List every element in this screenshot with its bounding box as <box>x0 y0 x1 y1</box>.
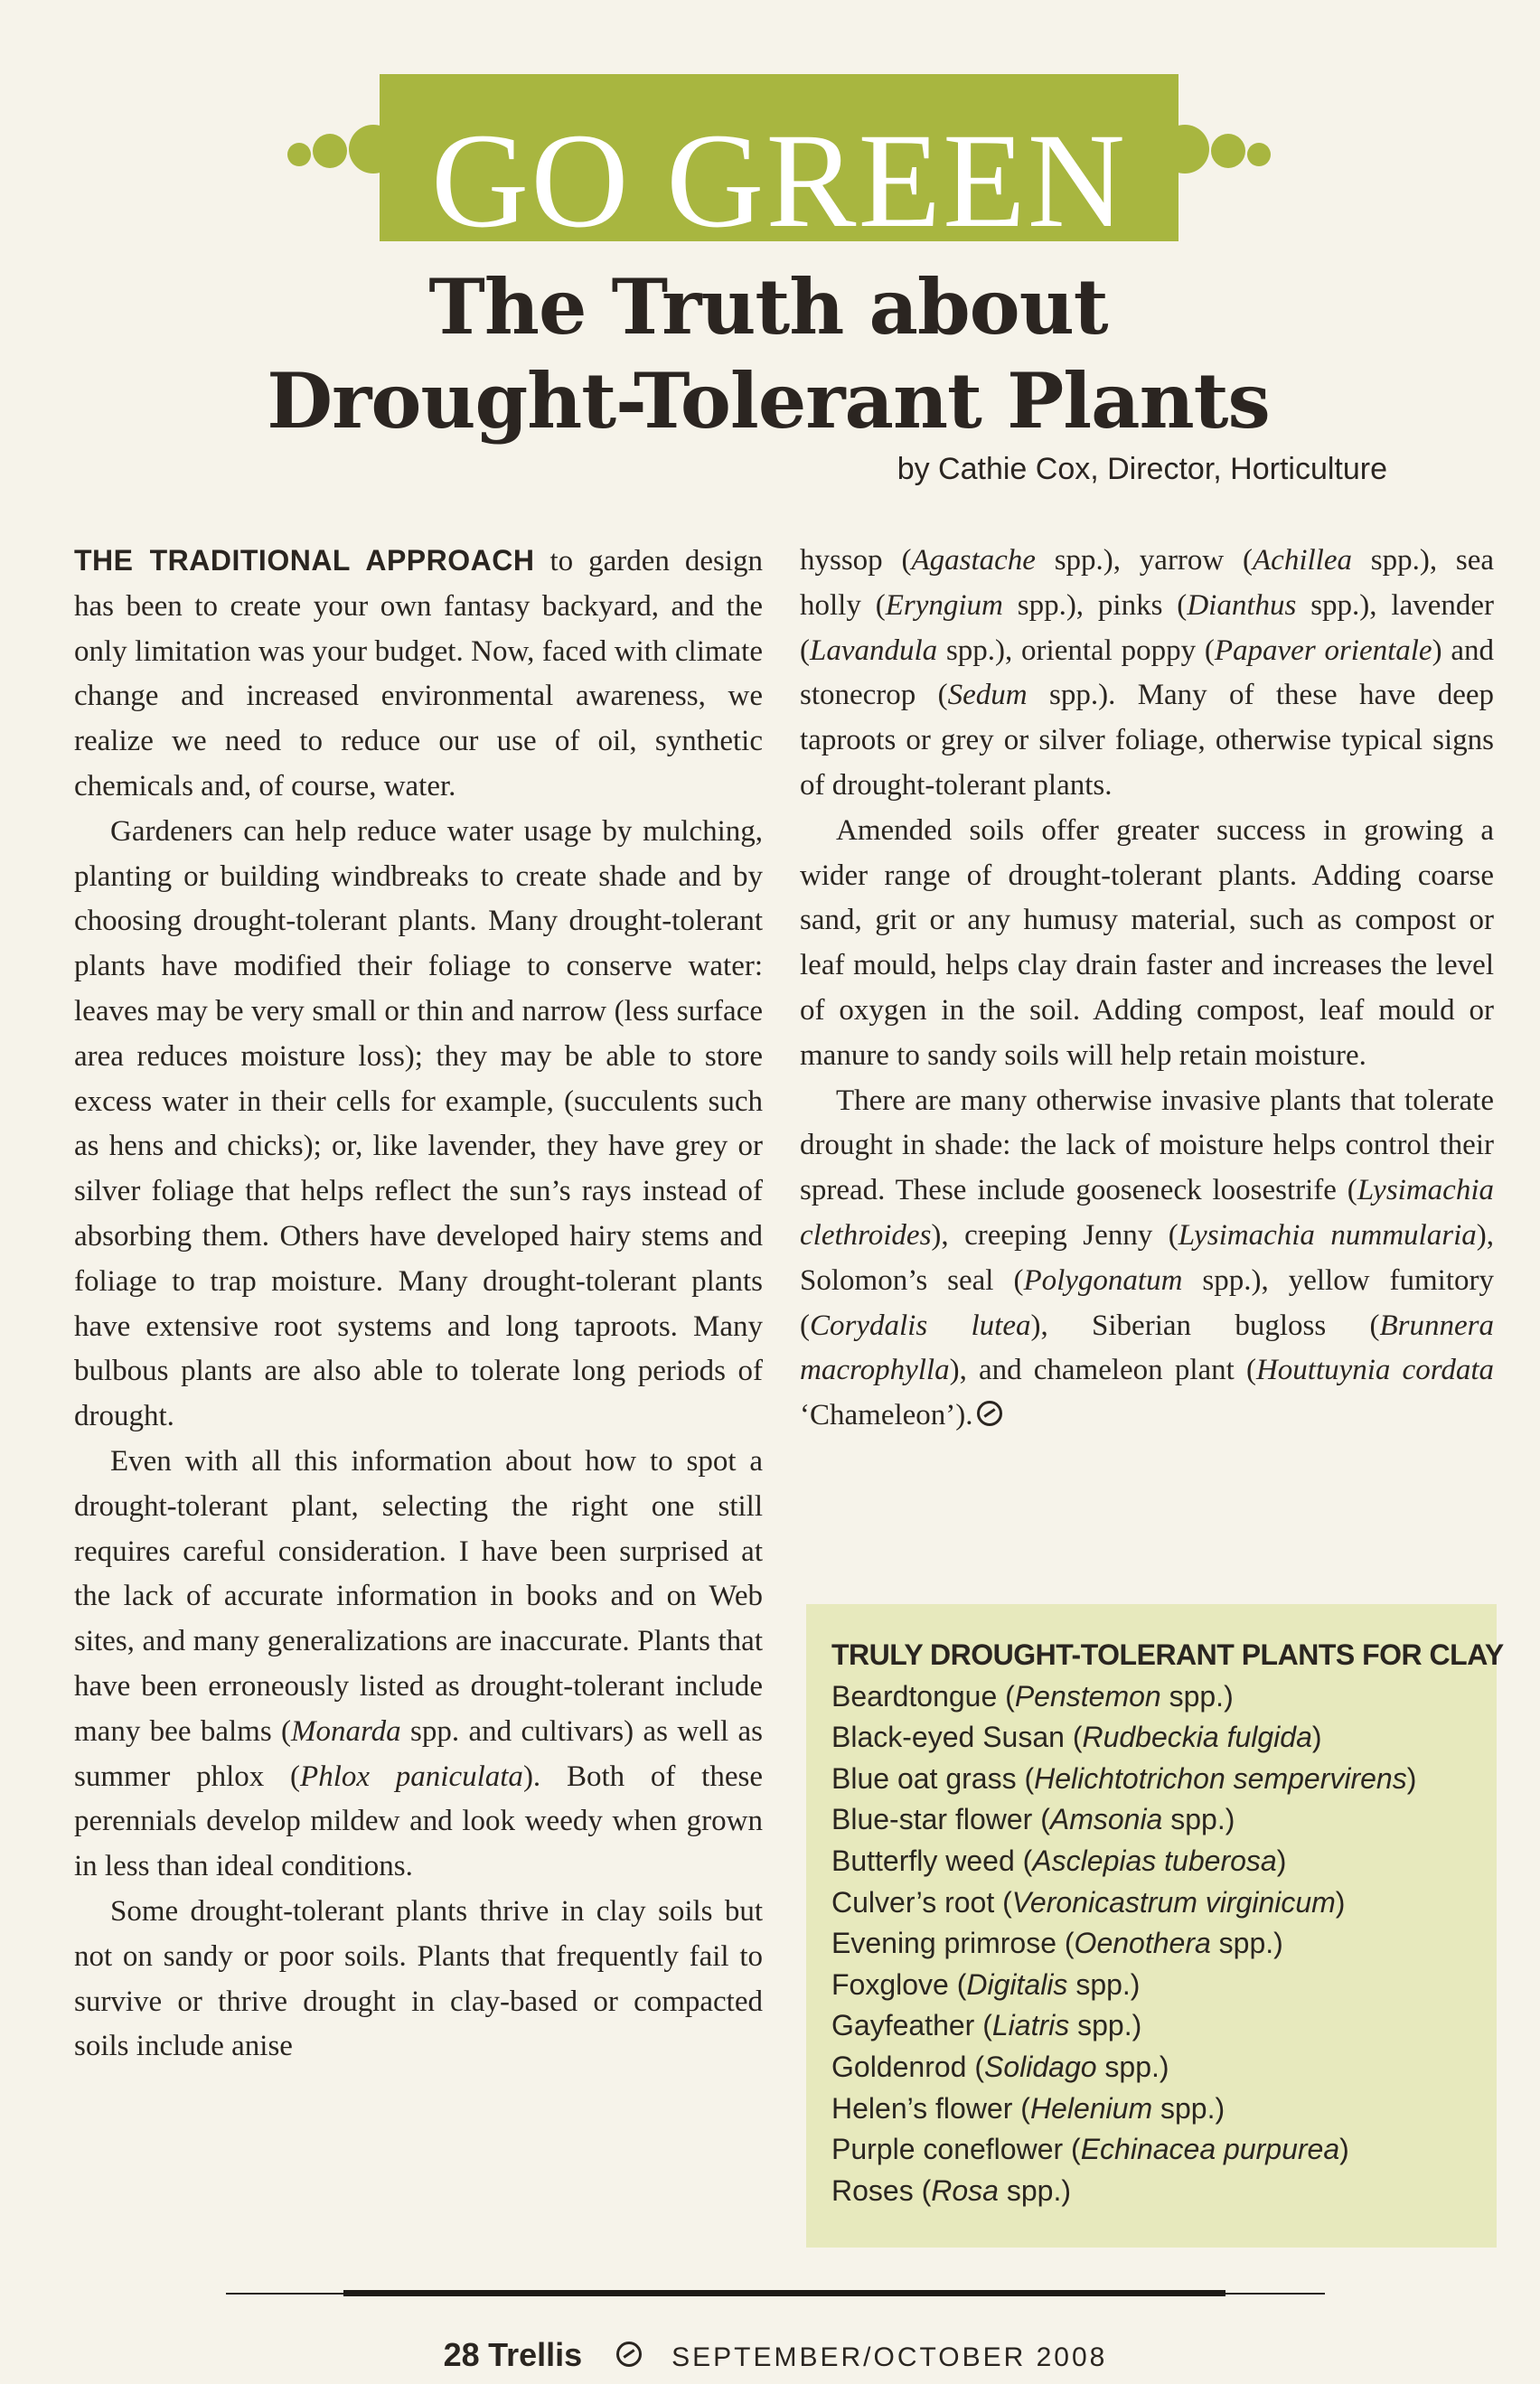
list-item: Gayfeather (Liatris spp.) <box>831 2009 1142 2042</box>
list-item: Foxglove (Digitalis spp.) <box>831 1967 1141 2001</box>
sidebar-title: TRULY DROUGHT-TOLERANT PLANTS FOR CLAY <box>831 1638 1504 1671</box>
end-mark-icon <box>977 1401 1002 1426</box>
paragraph: hyssop (Agastache spp.), yarrow (Achillea spp.), sea holly (Eryngium spp.), pinks (Dianthus spp.), lavender (Lavandula spp.), oriental poppy (Papaver orientale) and stonecrop (Sedum spp.). Many of these have deep taproots or grey or silver foliage, otherwise typical signs of drought-tolerant plants. <box>800 544 1495 802</box>
paragraph: Some drought-tolerant plants thrive in clay soils but not on sandy or poor soils. Plants that frequently fail to survive or thrive drought in clay-based or compacted soils include anise <box>74 1894 763 2063</box>
trellis-logo-icon <box>616 2342 642 2367</box>
paragraph: Even with all this information about how to spot a drought-tolerant plant, selecting the right one still requires careful consideration. I have been surprised at the lack of accurate information in books and on Web sites, and many generalizations are inaccurate. Plants that have been erroneously listed as drought-tolerant include many bee balms (Monarda spp. and cultivars) as well as summer phlox (Phlox paniculata). Both of these perennials develop mildew and look weedy when grown in less than ideal conditions. <box>74 1444 763 1883</box>
magazine-name: Trellis <box>488 2336 583 2373</box>
banner-dot-left-small <box>287 143 311 166</box>
right-column <box>800 539 1494 1439</box>
paragraph-intro: THE TRADITIONAL APPROACH to garden design has been to create your own fantasy backyard, and the only limitation was your budget. Now, faced with climate change and increased environmental awareness, we realize we need to reduce our use of oil, synthetic chemicals and, of course, water. <box>74 544 764 802</box>
plant-list-sidebar <box>806 1604 1504 2248</box>
list-item: Blue oat grass (Helichtotrichon sempervirens) <box>831 1761 1417 1795</box>
list-item: Butterfly weed (Asclepias tuberosa) <box>831 1844 1287 1877</box>
page-footer <box>226 2336 1325 2374</box>
banner-dot-right-small <box>1247 143 1271 166</box>
title-line-2: Drought-Tolerant Plants <box>267 356 1270 446</box>
list-item: Culver’s root (Veronicastrum virginicum) <box>831 1885 1346 1919</box>
paragraph: There are many otherwise invasive plants that tolerate drought in shade: the lack of moisture helps control their spread. These include gooseneck loosestrife (Lysimachia clethroides), creeping Jenny (Lysimachia nummularia), Solomon’s seal (Polygonatum spp.), yellow fumitory (Corydalis lutea), Siberian bugloss (Brunnera macrophylla), and chameleon plant (Houttuynia cordata ‘Chameleon’). <box>800 1084 1494 1432</box>
plant-list <box>831 1676 1482 2212</box>
list-item: Black-eyed Susan (Rudbeckia fulgida) <box>831 1721 1322 1754</box>
issue-date: SEPTEMBER/OCTOBER 2008 <box>671 2342 1108 2372</box>
list-item: Beardtongue (Penstemon spp.) <box>831 1679 1234 1713</box>
title-line-1: The Truth about <box>428 262 1108 352</box>
list-item: Roses (Rosa spp.) <box>831 2173 1071 2207</box>
banner-label: GO GREEN <box>430 108 1128 253</box>
list-item: Evening primrose (Oenothera spp.) <box>831 1927 1283 1960</box>
list-item: Helen’s flower (Helenium spp.) <box>831 2091 1225 2125</box>
lead-in: THE TRADITIONAL APPROACH <box>74 544 535 577</box>
paragraph: Amended soils offer greater success in growing a wider range of drought-tolerant plants. Adding coarse sand, grit or any humusy material, such as compost or leaf mould, helps clay drain faster and increases the level of oxygen in the soil. Adding compost, leaf mould or manure to sandy soils will help retain moisture. <box>800 813 1494 1072</box>
paragraph: Gardeners can help reduce water usage by mulching, planting or building windbreaks to create shade and by choosing drought-tolerant plants. Many drought-tolerant plants have modified their foliage to conserve water: leaves may be very small or thin and narrow (less surface area reduces moisture loss); they may be able to store excess water in their cells for example, (succulents such as hens and chicks); or, like lavender, they have grey or silver foliage that helps reflect the sun’s rays instead of absorbing them. Others have developed hairy stems and foliage to trap moisture. Many drought-tolerant plants have extensive root systems and long taproots. Many bulbous plants are also able to tolerate long periods of drought. <box>74 814 763 1433</box>
list-item: Blue-star flower (Amsonia spp.) <box>831 1803 1235 1836</box>
left-column <box>74 539 763 2070</box>
list-item: Goldenrod (Solidago spp.) <box>831 2050 1169 2083</box>
banner-dot-right-medium <box>1211 134 1245 168</box>
page-number: 28 <box>443 2336 480 2373</box>
byline: by Cathie Cox, Director, Horticulture <box>897 452 1387 486</box>
banner-dot-left-medium <box>313 134 347 168</box>
footer-rule-thick <box>343 2290 1225 2296</box>
article-title <box>226 260 1310 448</box>
list-item: Purple coneflower (Echinacea purpurea) <box>831 2133 1349 2166</box>
